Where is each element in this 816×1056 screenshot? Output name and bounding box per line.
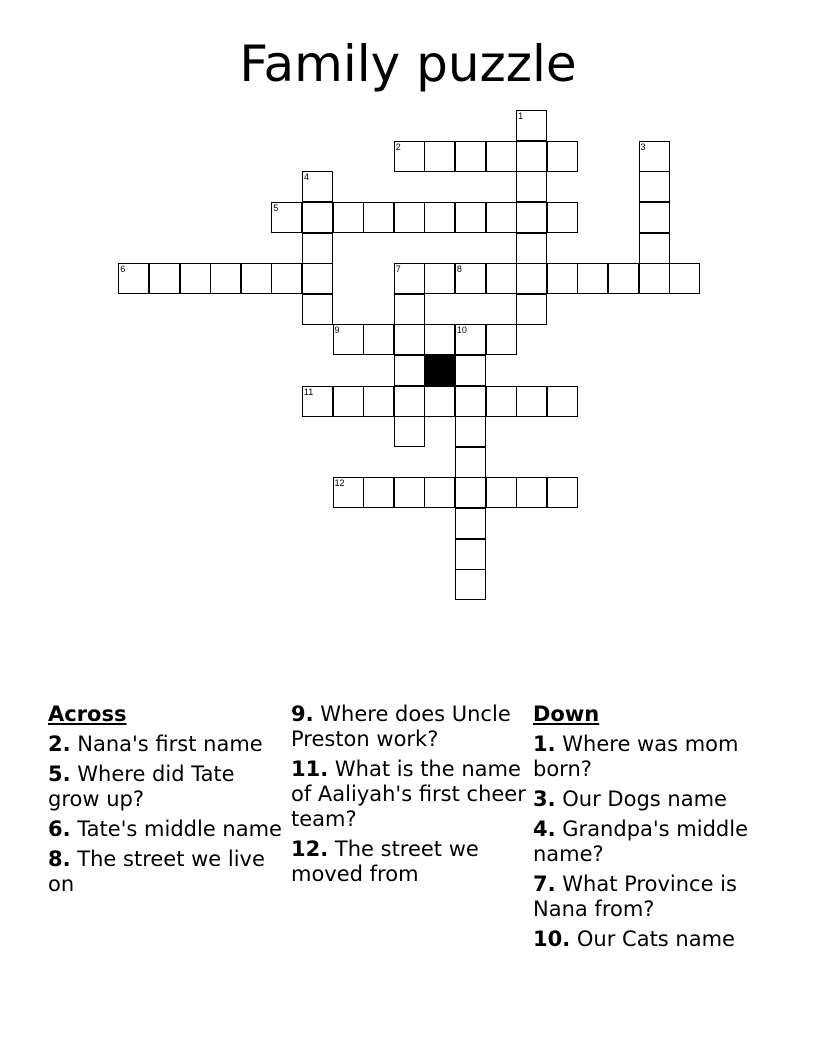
grid-cell[interactable] [516,294,547,325]
grid-cell[interactable] [271,202,302,233]
across-heading: Across [48,702,127,726]
grid-cell[interactable] [639,233,670,264]
grid-cell[interactable] [424,202,455,233]
grid-cell[interactable] [639,171,670,202]
clue-number: 11 [303,386,314,397]
down-heading: Down [533,702,600,726]
across-clue-11: 11. What is the name of Aaliyah's first cheer team? [291,757,526,831]
grid-cell[interactable] [302,171,333,202]
grid-cell[interactable] [333,324,364,355]
across-clue-9: 9. Where does Uncle Preston work? [291,702,511,751]
down-clue-1: 1. Where was mom born? [533,732,739,781]
grid-cell[interactable] [271,263,302,294]
grid-cell[interactable] [424,386,455,417]
grid-cell[interactable] [547,263,578,294]
grid-cell[interactable] [394,386,425,417]
grid-cell[interactable] [486,202,517,233]
grid-cell[interactable] [394,141,425,172]
grid-cell[interactable] [516,233,547,264]
down-clue-10: 10. Our Cats name [533,927,735,951]
grid-cell[interactable] [486,141,517,172]
black-square [424,355,455,386]
grid-cell[interactable] [363,202,394,233]
down-clue-4: 4. Grandpa's middle name? [533,817,748,866]
grid-cell[interactable] [486,324,517,355]
clue-number: 2 [395,141,401,152]
grid-cell[interactable] [394,477,425,508]
grid-cell[interactable] [547,202,578,233]
grid-cell[interactable] [210,263,241,294]
grid-cell[interactable] [302,263,333,294]
grid-cell[interactable] [547,386,578,417]
grid-cell[interactable] [639,263,670,294]
down-clue-7: 7. What Province is Nana from? [533,872,737,921]
across-clue-8: 8. The street we live on [48,847,265,896]
grid-cell[interactable] [394,202,425,233]
grid-cell[interactable] [516,171,547,202]
grid-cell[interactable] [363,324,394,355]
grid-cell[interactable] [455,141,486,172]
grid-cell[interactable] [577,263,608,294]
grid-cell[interactable] [302,233,333,264]
grid-cell[interactable] [363,386,394,417]
across-clues-column-2 [291,702,529,892]
puzzle-title: Family puzzle [239,35,577,93]
across-clues-column-1 [48,702,286,902]
grid-cell[interactable] [516,263,547,294]
grid-cell[interactable] [424,477,455,508]
clue-number: 1 [518,111,524,122]
grid-cell[interactable] [394,355,425,386]
grid-cell[interactable] [455,477,486,508]
grid-cell[interactable] [455,569,486,600]
grid-cell[interactable] [547,141,578,172]
grid-cell[interactable] [118,263,149,294]
grid-cell[interactable] [394,324,425,355]
grid-cell[interactable] [455,539,486,570]
grid-cell[interactable] [302,386,333,417]
clue-number: 7 [395,264,401,275]
down-clue-3: 3. Our Dogs name [533,787,727,811]
clue-number: 6 [120,264,126,275]
grid-cell[interactable] [639,141,670,172]
grid-cell[interactable] [424,141,455,172]
clue-number: 12 [334,478,345,489]
grid-cell[interactable] [639,202,670,233]
grid-cell[interactable] [394,294,425,325]
grid-cell[interactable] [455,263,486,294]
clue-number: 10 [456,325,467,336]
grid-cell[interactable] [241,263,272,294]
clue-number: 3 [640,141,646,152]
grid-cell[interactable] [516,386,547,417]
down-clues-column [533,702,771,957]
grid-cell[interactable] [394,416,425,447]
grid-cell[interactable] [149,263,180,294]
across-clue-5: 5. Where did Tate grow up? [48,762,235,811]
grid-cell[interactable] [608,263,639,294]
grid-cell[interactable] [455,386,486,417]
grid-cell[interactable] [516,110,547,141]
grid-cell[interactable] [455,416,486,447]
clue-number: 4 [303,172,309,183]
grid-cell[interactable] [363,477,394,508]
across-clue-6: 6. Tate's middle name [48,817,282,841]
grid-cell[interactable] [394,263,425,294]
across-clue-2: 2. Nana's first name [48,732,263,756]
grid-cell[interactable] [333,477,364,508]
clue-number: 8 [456,264,462,275]
grid-cell[interactable] [455,508,486,539]
grid-cell[interactable] [455,355,486,386]
grid-cell[interactable] [424,324,455,355]
clue-number: 5 [273,203,279,213]
grid-cell[interactable] [516,202,547,233]
grid-cell[interactable] [455,447,486,478]
clue-number: 9 [334,325,340,336]
across-clue-12: 12. The street we moved from [291,837,479,886]
grid-cell[interactable] [516,477,547,508]
grid-cell[interactable] [333,386,364,417]
grid-cell[interactable] [302,202,333,233]
grid-cell[interactable] [486,386,517,417]
grid-cell[interactable] [516,141,547,172]
grid-cell[interactable] [180,263,211,294]
grid-cell[interactable] [333,202,364,233]
grid-cell[interactable] [486,263,517,294]
grid-cell[interactable] [669,263,700,294]
grid-cell[interactable] [486,477,517,508]
grid-cell[interactable] [455,202,486,233]
grid-cell[interactable] [455,324,486,355]
grid-cell[interactable] [302,294,333,325]
grid-cell[interactable] [547,477,578,508]
grid-cell[interactable] [424,263,455,294]
